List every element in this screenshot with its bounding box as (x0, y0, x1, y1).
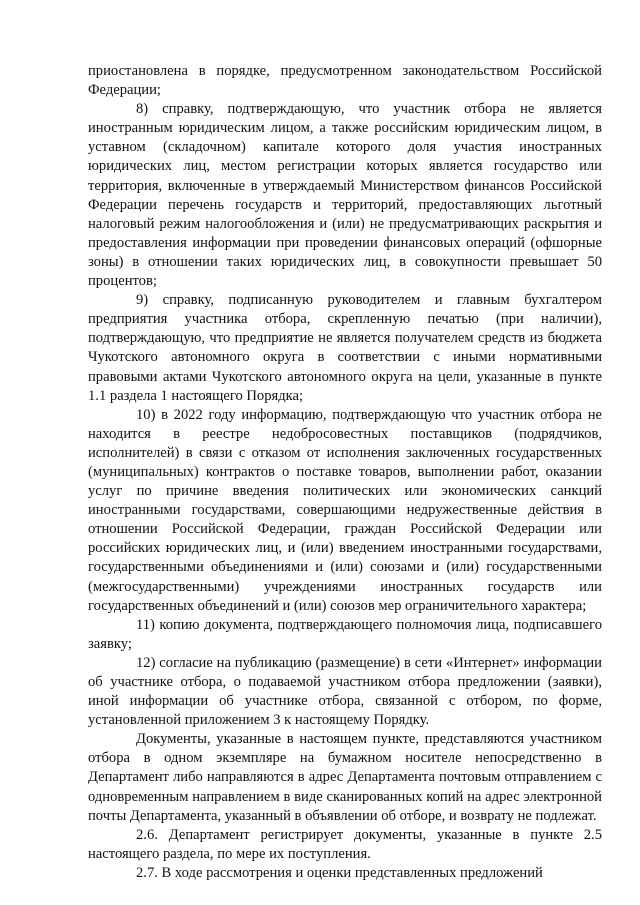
paragraph-item-8: 8) справку, подтверждающую, что участник отбора не является иностранным юридическим лицом, а также российским юридическим лицом, в уставном (складочном) капитале которого доля участия иностранных юридических лиц, местом регистрации которых является государство или территория, включенные в утверждаемый Министерством финансов Российской Федерации перечень государств и территорий, предоставляющих льготный налоговый режим налогообложения и (или) не предусматривающих раскрытия и предоставления информации при проведении финансовых операций (офшорные зоны) в отношении таких юридических лиц, в совокупности превышает 50 процентов; (88, 101, 602, 290)
paragraph-item-11: 11) копию документа, подтверждающего полномочия лица, подписавшего заявку; (88, 616, 602, 652)
paragraph-documents: Документы, указанные в настоящем пункте, представляются участником отбора в одном экземпляре на бумажном носителе непосредственно в Департамент либо направляются в адрес Департамента почтовым отправлением с одновременным направлением в виде сканированных копий на адрес электронной почты Департамента, указанный в объявлении об отборе, и возврату не подлежат. (88, 731, 602, 824)
paragraph-item-9: 9) справку, подписанную руководителем и главным бухгалтером предприятия участника отбора, скрепленную печатью (при наличии), подтверждающую, что предприятие не является получателем средств из бюджета Чукотского автономного округа в соответствии с иными нормативными правовыми актами Чукотского автономного округа на цели, указанные в пункте 1.1 раздела 1 настоящего Порядка; (88, 292, 602, 404)
paragraph-continuation: приостановлена в порядке, предусмотренном законодательством Российской Федерации; (88, 63, 602, 99)
paragraph-2-6: 2.6. Департамент регистрирует документы, указанные в пункте 2.5 настоящего раздела, по мере их поступления. (88, 826, 602, 862)
paragraph-item-10: 10) в 2022 году информацию, подтверждающую что участник отбора не находится в реестре недобросовестных поставщиков (подрядчиков, исполнителей) в связи с отказом от исполнения заключенных государственных (муниципальных) контрактов о поставке товаров, выполнении работ, оказании услуг по причине введения политических или экономических санкций иностранными государствами, совершающими недружественные действия в отношении Российской Федерации, граждан Российской Федерации или российских юридических лиц, и (или) введением иностранными государствами, государственными объединениями и (или) союзами и (или) государственными (межгосударственными) учреждениями иностранных государств или государственных объединений и (или) союзов мер ограничительного характера; (88, 406, 602, 614)
document-page (88, 62, 602, 883)
paragraph-2-7: 2.7. В ходе рассмотрения и оценки представленных предложений (136, 864, 543, 881)
paragraph-item-12: 12) согласие на публикацию (размещение) в сети «Интернет» информации об участнике отбора, о подаваемой участником отбора предложении (заявки), иной информации об участнике отбора, связанной с отбором, по форме, установленной приложением 3 к настоящему Порядку. (88, 654, 602, 729)
